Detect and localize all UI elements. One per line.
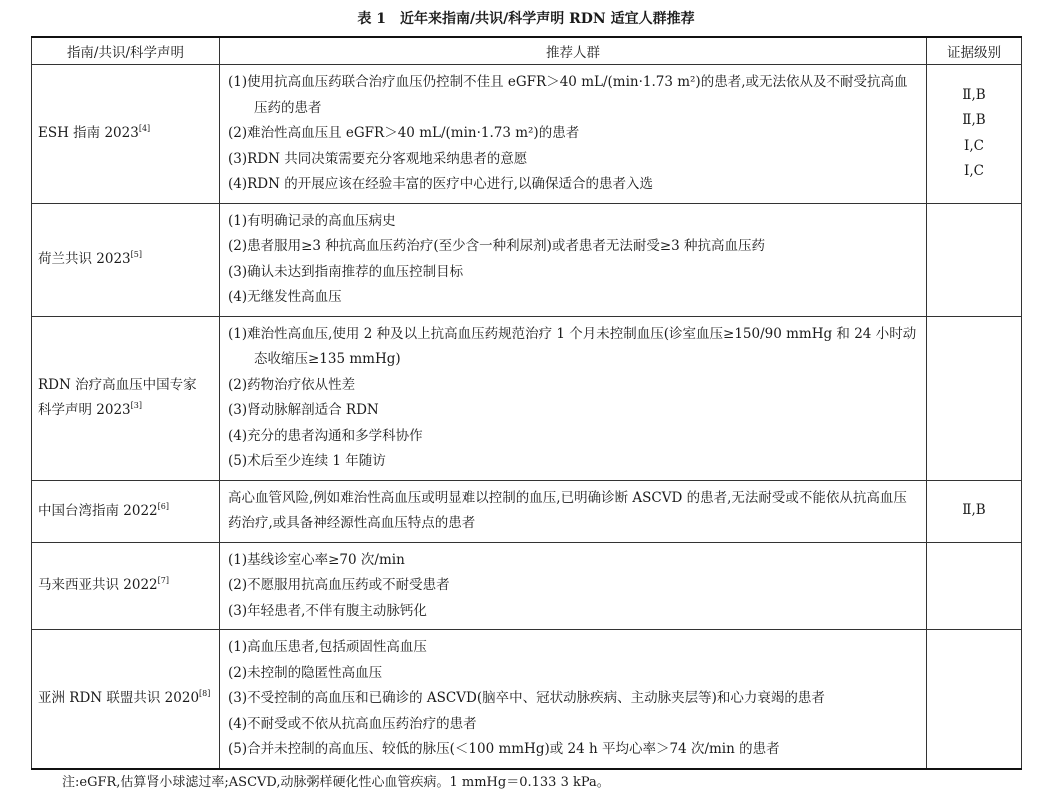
- evidence-level-cell: [927, 65, 1022, 204]
- recommendation-item: (5)合并未控制的高血压、较低的脉压(＜100 mmHg)或 24 h 平均心率＞74 次/min 的患者: [228, 741, 780, 757]
- guideline-name-cell: [32, 630, 220, 769]
- recommendation-item: (3)不受控制的高血压和已确诊的 ASCVD(脑卒中、冠状动脉疾病、主动脉夹层等)和心力衰竭的患者: [228, 690, 825, 706]
- recommendation-table: [31, 36, 1022, 770]
- header-row: [32, 37, 1022, 65]
- recommendation-item: (2)患者服用≥3 种抗高血压药治疗(至少含一种利尿剂)或者患者无法耐受≥3 种抗高血压药: [228, 238, 766, 254]
- evidence-level-cell: [927, 542, 1022, 630]
- evidence-level-cell: [927, 203, 1022, 316]
- reference-marker: [3]: [130, 401, 142, 410]
- caption-number: 表 1: [357, 11, 387, 27]
- evidence-level: Ⅰ,C: [964, 137, 984, 154]
- guideline-name-cell: [32, 542, 220, 630]
- header-guideline: 指南/共识/科学声明: [32, 37, 220, 65]
- guideline-name-text: 科学声明 2023: [38, 402, 131, 418]
- table-note: 注:eGFR,估算肾小球滤过率;ASCVD,动脉粥样硬化性心血管疾病。1 mmHg＝0.133 3 kPa。: [62, 775, 610, 790]
- table-row: [32, 542, 1022, 630]
- table-row: [32, 480, 1022, 542]
- guideline-name-line: [38, 686, 219, 711]
- recommendation-cell: [220, 65, 927, 204]
- recommendation-cell: [220, 542, 927, 630]
- guideline-name-text: 中国台湾指南 2022: [38, 502, 158, 519]
- evidence-level-cell: [927, 316, 1022, 480]
- guideline-name-cell: [32, 316, 220, 480]
- recommendation-cell: [220, 316, 927, 480]
- guideline-name-text: 马来西亚共识 2022: [38, 577, 158, 594]
- recommendation-item: (1)难治性高血压,使用 2 种及以上抗高血压药规范治疗 1 个月未控制血压(诊室血压≥150/90 mmHg 和 24 小时动态收缩压≥135 mmHg): [228, 325, 917, 367]
- evidence-level: Ⅱ,B: [962, 502, 986, 519]
- recommendation-item: (3)RDN 共同决策需要充分客观地采纳患者的意愿: [228, 150, 528, 167]
- evidence-level-cell: [927, 480, 1022, 542]
- guideline-name-line: [38, 499, 219, 524]
- header-recommended-population: 推荐人群: [220, 37, 927, 65]
- reference-marker: [5]: [130, 250, 142, 259]
- evidence-level: Ⅱ,B: [962, 112, 986, 129]
- header-evidence-level: 证据级别: [927, 37, 1022, 65]
- guideline-name-line: [38, 573, 219, 598]
- evidence-level-cell: [927, 630, 1022, 769]
- recommendation-item: (4)无继发性高血压: [228, 289, 342, 305]
- guideline-name-line: [38, 398, 219, 423]
- guideline-name-text: RDN 治疗高血压中国专家: [38, 377, 197, 393]
- guideline-name-cell: [32, 203, 220, 316]
- recommendation-item: (1)高血压患者,包括顽固性高血压: [228, 639, 427, 655]
- caption-title: 近年来指南/共识/科学声明 RDN 适宜人群推荐: [400, 11, 695, 27]
- reference-marker: [6]: [157, 501, 169, 511]
- table-row: [32, 630, 1022, 769]
- recommendation-paragraph: 高心血管风险,例如难治性高血压或明显难以控制的血压,已明确诊断 ASCVD 的患者,无法耐受或不能依从抗高血压药治疗,或具备神经源性高血压特点的患者: [228, 489, 907, 531]
- guideline-name-cell: [32, 65, 220, 204]
- recommendation-item: (4)充分的患者沟通和多学科协作: [228, 427, 423, 444]
- recommendation-item: (1)基线诊室心率≥70 次/min: [228, 551, 405, 568]
- table-caption: [0, 8, 1052, 28]
- recommendation-item: (1)有明确记录的高血压病史: [228, 212, 396, 229]
- evidence-level: Ⅰ,C: [964, 163, 984, 180]
- reference-marker: [4]: [138, 124, 151, 134]
- recommendation-item: (3)年轻患者,不伴有腹主动脉钙化: [228, 602, 427, 619]
- reference-marker: [7]: [157, 576, 169, 586]
- recommendation-item: (5)术后至少连续 1 年随访: [228, 453, 386, 469]
- recommendation-cell: [220, 480, 927, 542]
- guideline-name-line: [38, 121, 219, 146]
- recommendation-cell: [220, 630, 927, 769]
- recommendation-item: (2)难治性高血压且 eGFR＞40 mL/(min·1.73 m²)的患者: [228, 125, 580, 141]
- recommendation-item: (4)不耐受或不依从抗高血压药治疗的患者: [228, 715, 477, 732]
- table-row: [32, 316, 1022, 480]
- guideline-name-text: 荷兰共识 2023: [38, 251, 131, 267]
- table-row: [32, 203, 1022, 316]
- guideline-name-line: [38, 247, 219, 272]
- recommendation-item: (2)药物治疗依从性差: [228, 376, 356, 393]
- recommendation-item: (4)RDN 的开展应该在经验丰富的医疗中心进行,以确保适合的患者入选: [228, 176, 654, 192]
- recommendation-item: (3)肾动脉解剖适合 RDN: [228, 402, 379, 418]
- evidence-level: Ⅱ,B: [962, 86, 986, 103]
- recommendation-item: (1)使用抗高血压药联合治疗血压仍控制不佳且 eGFR＞40 mL/(min·1.73 m²)的患者,或无法依从及不耐受抗高血压药的患者: [228, 74, 908, 116]
- guideline-name-line: [38, 373, 219, 398]
- recommendation-item: (3)确认未达到指南推荐的血压控制目标: [228, 263, 464, 280]
- guideline-name-cell: [32, 480, 220, 542]
- table-row: [32, 65, 1022, 204]
- guideline-name-text: 亚洲 RDN 联盟共识 2020: [38, 690, 200, 707]
- recommendation-cell: [220, 203, 927, 316]
- recommendation-item: (2)未控制的隐匿性高血压: [228, 664, 383, 681]
- reference-marker: [8]: [199, 689, 211, 699]
- guideline-name-text: ESH 指南 2023: [38, 125, 139, 142]
- recommendation-item: (2)不愿服用抗高血压药或不耐受患者: [228, 577, 450, 593]
